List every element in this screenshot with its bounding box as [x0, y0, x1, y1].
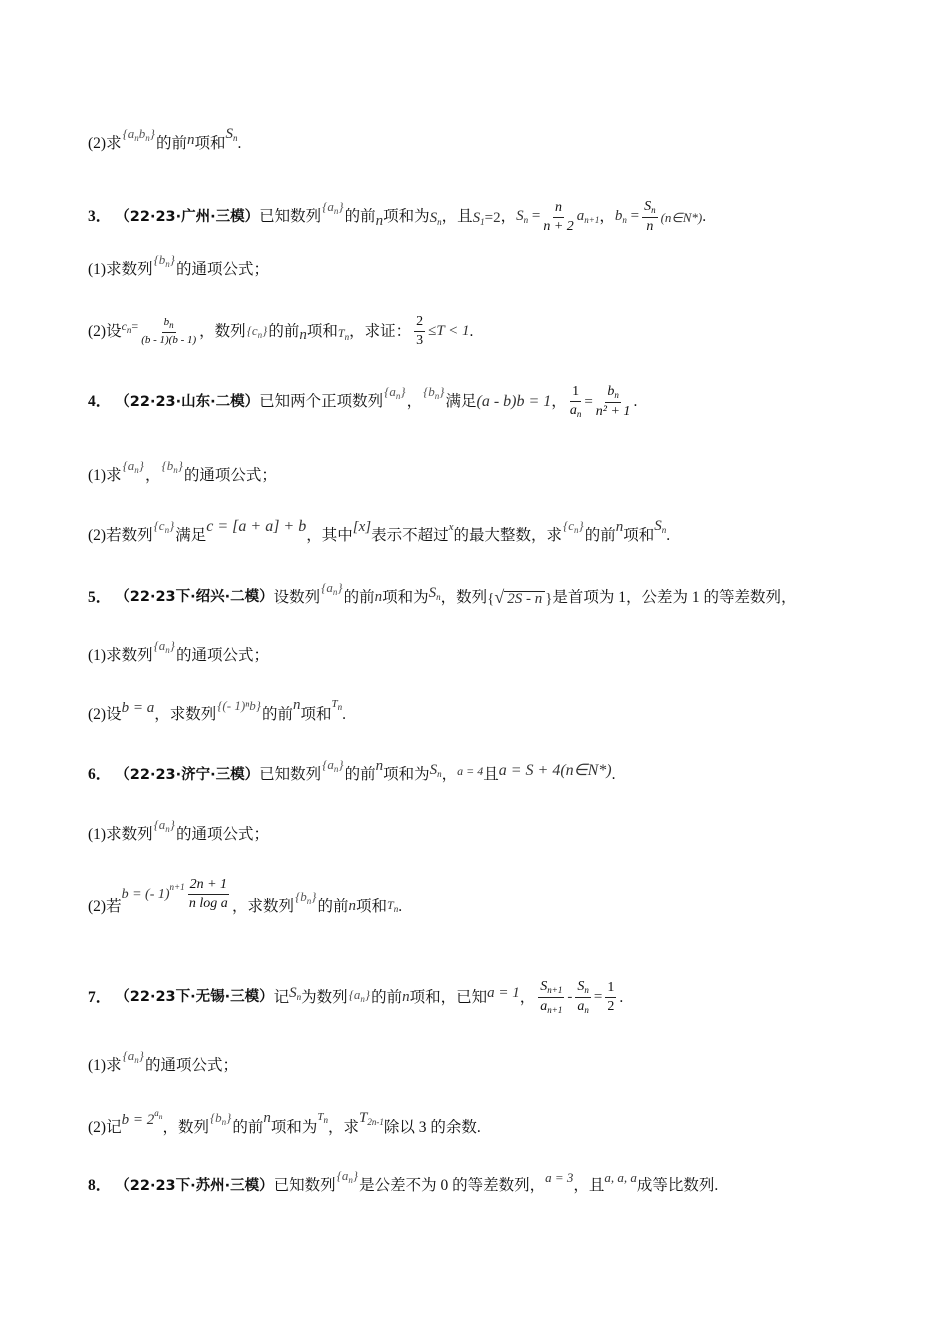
problem-4-part-1: (1)求 $\{a_n\}$ ， $\{b_n\}$ 的通项公式； — [88, 458, 277, 485]
problem-6-part-1: (1)求数列 $\{a_n\}$ 的通项公式； — [88, 817, 269, 844]
problem-2-part-2: (2)求 $\{a_nb_n\}$ 的前 n 项和 $S_n$ . — [88, 126, 242, 153]
problem-5-part-2: (2)设 b = a ，求数列 {(- 1)ⁿb} 的前 n 项和 $T_n$ . — [88, 697, 346, 723]
problem-6-part-2: (2)若 b = (- 1)$^{n+1}$ $\frac{2n + 1}{\text{n log a}}$ ，求数列 $\{b_n\}$ 的前 n 项和 $T_n$ . — [88, 877, 403, 915]
sequence-anbn: $\{a_nb_n\}$ — [122, 126, 155, 143]
problem-3-part-2: (2)设 $c_n=$ $\frac{b_n}{(b - 1)(b - 1)}$ ，数列 $\{c_n\}$ 的前 n 项和 $T_n$ ，求证： $\frac{2}{3}$ ≤T < 1 . — [88, 314, 474, 348]
problem-7-part-2: (2)记 $b = 2^{a_n}$ ，数列 $\{b_n\}$ 的前 n 项和为 $T_n$ ，求 $T_{2n-1}$ 除以 3 的余数. — [88, 1108, 481, 1136]
fraction-sn-over-n: $\frac{S_n}{n}$ — [644, 199, 656, 234]
fraction-n-over-n-plus-2: $\frac{n}{n + 2}$ — [543, 199, 574, 234]
problem-7-part-1: (1)求 $\{a_n\}$ 的通项公式； — [88, 1048, 238, 1075]
fraction-two-thirds: $\frac{2}{3}$ — [416, 314, 424, 348]
problem-6-statement: 6． （22·23·济宁·三模） 已知数列 $\{a_n\}$ 的前 n 项和为 $S_n$ ， a = 4 且 a = S + 4(n∈N*) . — [88, 757, 616, 784]
problem-8-statement: 8． （22·23下·苏州·三模） 已知数列 $\{a_n\}$ 是公差不为 0 的等差数列， a = 3 ，且 a, a, a 成等比数列. — [88, 1168, 719, 1195]
problem-3-part-1: (1)求数列 $\{b_n\}$ 的通项公式； — [88, 252, 269, 279]
problem-7-statement: 7． （22·23下·无锡·三模） 记 $S_n$ 为数列 $\{a_n\}$ 的前 n 项和，已知 a = 1 ， $\frac{S_{n+1}}{a_{n+1}}$ - $\frac{S_n}{a_n}$ = $\frac{1}{2}$ . — [88, 979, 624, 1015]
problem-4-statement: 4． （22·23·山东·二模） 已知两个正项数列 $\{a_n\}$ ， $\{b_n\}$ 满足 (a - b)b = 1 ， $\frac{1}{a_n}$ = $\frac{b_n}{\text{n² + 1}}$ . — [88, 384, 638, 419]
problem-4-part-2: (2)若数列 $\{c_n\}$ 满足 c = [a + a] + b ，其中 [x] 表示不超过 x 的最大整数，求 $\{c_n\}$ 的前 n 项和 $S_n$ . — [88, 518, 671, 545]
problem-5-statement: 5． （22·23下·绍兴·二模） 设数列 $\{a_n\}$ 的前 n 项和为 $S_n$ ，数列 {√ 2S - n } 是首项为 1，公差为 1 的等差数列， — [88, 579, 797, 607]
sqrt-expression: {√ 2S - n } — [487, 587, 553, 607]
sum-sn: $S_n$ — [225, 126, 238, 143]
fraction-cn-definition: $\frac{b_n}{(b - 1)(b - 1)}$ — [141, 316, 197, 346]
problem-5-part-1: (1)求数列 $\{a_n\}$ 的通项公式； — [88, 638, 269, 665]
problem-3-statement: 3． （22·23·广州·三模） 已知数列 $\{a_n\}$ 的前 n 项和为 $S_n$ ，且 $S_1=2$ ， $S_n$ = $\frac{n}{n + 2}$ $a_{n+1}$ ， $b_n$ = $\frac{S_n}{n}$ (n∈N*) . — [88, 199, 707, 234]
